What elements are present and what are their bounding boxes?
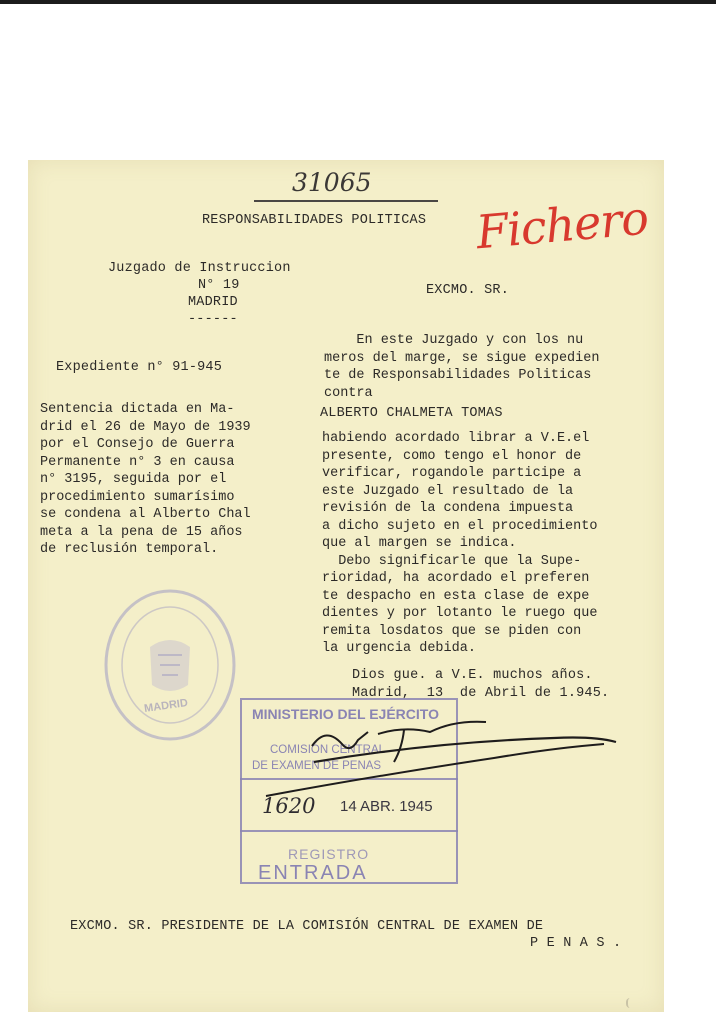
sentencia-line: meta a la pena de 15 años: [40, 524, 243, 540]
sentencia-line: Sentencia dictada en Ma-: [40, 402, 235, 417]
body-line: te de Responsabilidades Politicas: [324, 368, 592, 383]
stamp-commission-1: COMISIÓN CENTRAL: [270, 744, 386, 756]
sentencia-line: se condena al Alberto Chal: [40, 507, 251, 522]
sentencia-line: n° 3195, seguida por el: [40, 472, 227, 487]
addressee-line-2: P E N A S .: [530, 936, 622, 951]
sentencia-line: Permanente n° 3 en causa: [40, 454, 235, 470]
sentencia-line: drid el 26 de Mayo de 1939: [40, 419, 251, 435]
signature: [254, 706, 634, 816]
document-page: [28, 160, 664, 1012]
body-line: contra: [324, 385, 373, 401]
file-number-underline: [254, 200, 438, 202]
body-line: remita losdatos que se piden con: [322, 623, 582, 639]
body-line: Debo significarle que la Supe-: [322, 553, 582, 569]
body-line: En este Juzgado y con los nu: [324, 333, 584, 348]
stamp-registro: REGISTRO: [288, 846, 370, 862]
body-main: [322, 430, 597, 658]
court-city: MADRID: [188, 295, 238, 310]
body-line: habiendo acordado librar a V.E.el: [322, 431, 590, 446]
body-line: rioridad, ha acordado el preferen: [322, 571, 590, 586]
sentencia-block: [40, 401, 251, 559]
stamp-entrada: ENTRADA: [258, 862, 368, 884]
body-line: verificar, rogandole participe a: [322, 466, 582, 481]
sentencia-line: procedimiento sumarísimo: [40, 489, 235, 505]
body-line: presente, como tengo el honor de: [322, 448, 582, 464]
body-line: te despacho en esta clase de expe: [322, 588, 590, 604]
date-line: Madrid, 13 de Abril de 1.945.: [352, 686, 610, 701]
salutation: EXCMO. SR.: [426, 283, 510, 298]
file-number: 31065: [292, 168, 372, 197]
body-line: a dicho sujeto en el procedimiento: [322, 518, 598, 534]
body-line: la urgencia debida.: [322, 641, 476, 656]
page-corner-mark: [626, 998, 636, 1008]
header-title: RESPONSABILIDADES POLITICAS: [202, 213, 427, 228]
stamp-commission-2: DE EXAMEN DE PENAS: [252, 760, 382, 772]
body-intro: [324, 332, 599, 402]
body-line: meros del marge, se sigue expedien: [324, 350, 600, 366]
top-border: [0, 0, 716, 4]
stamp-entry-number: 1620: [262, 794, 316, 818]
court-number: N° 19: [198, 278, 240, 293]
defendant-name: ALBERTO CHALMETA TOMAS: [320, 406, 503, 421]
seal-text: MADRID: [143, 696, 189, 716]
sentencia-line: de reclusión temporal.: [40, 542, 219, 557]
body-line: revisión de la condena impuesta: [322, 501, 574, 516]
expediente-number: Expediente n° 91-945: [56, 360, 223, 375]
addressee-line-1: EXCMO. SR. PRESIDENTE DE LA COMISIÓN CENTRAL DE EXAMEN DE: [70, 919, 544, 934]
body-line: que al margen se indica.: [322, 536, 517, 551]
registry-stamp-divider: [240, 830, 458, 832]
stamp-ministry: MINISTERIO DEL EJÉRCITO: [252, 706, 439, 722]
fichero-annotation: Fichero: [473, 190, 650, 260]
court-rule: ------: [188, 312, 238, 327]
body-line: dientes y por lotanto le ruego que: [322, 606, 598, 621]
sentencia-line: por el Consejo de Guerra: [40, 437, 235, 452]
seal-stamp: [100, 585, 240, 745]
closing-line: Dios gue. a V.E. muchos años.: [352, 668, 593, 683]
court-name: Juzgado de Instruccion: [108, 261, 291, 276]
body-line: este Juzgado el resultado de la: [322, 483, 574, 499]
stamp-date: 14 ABR. 1945: [340, 798, 433, 815]
